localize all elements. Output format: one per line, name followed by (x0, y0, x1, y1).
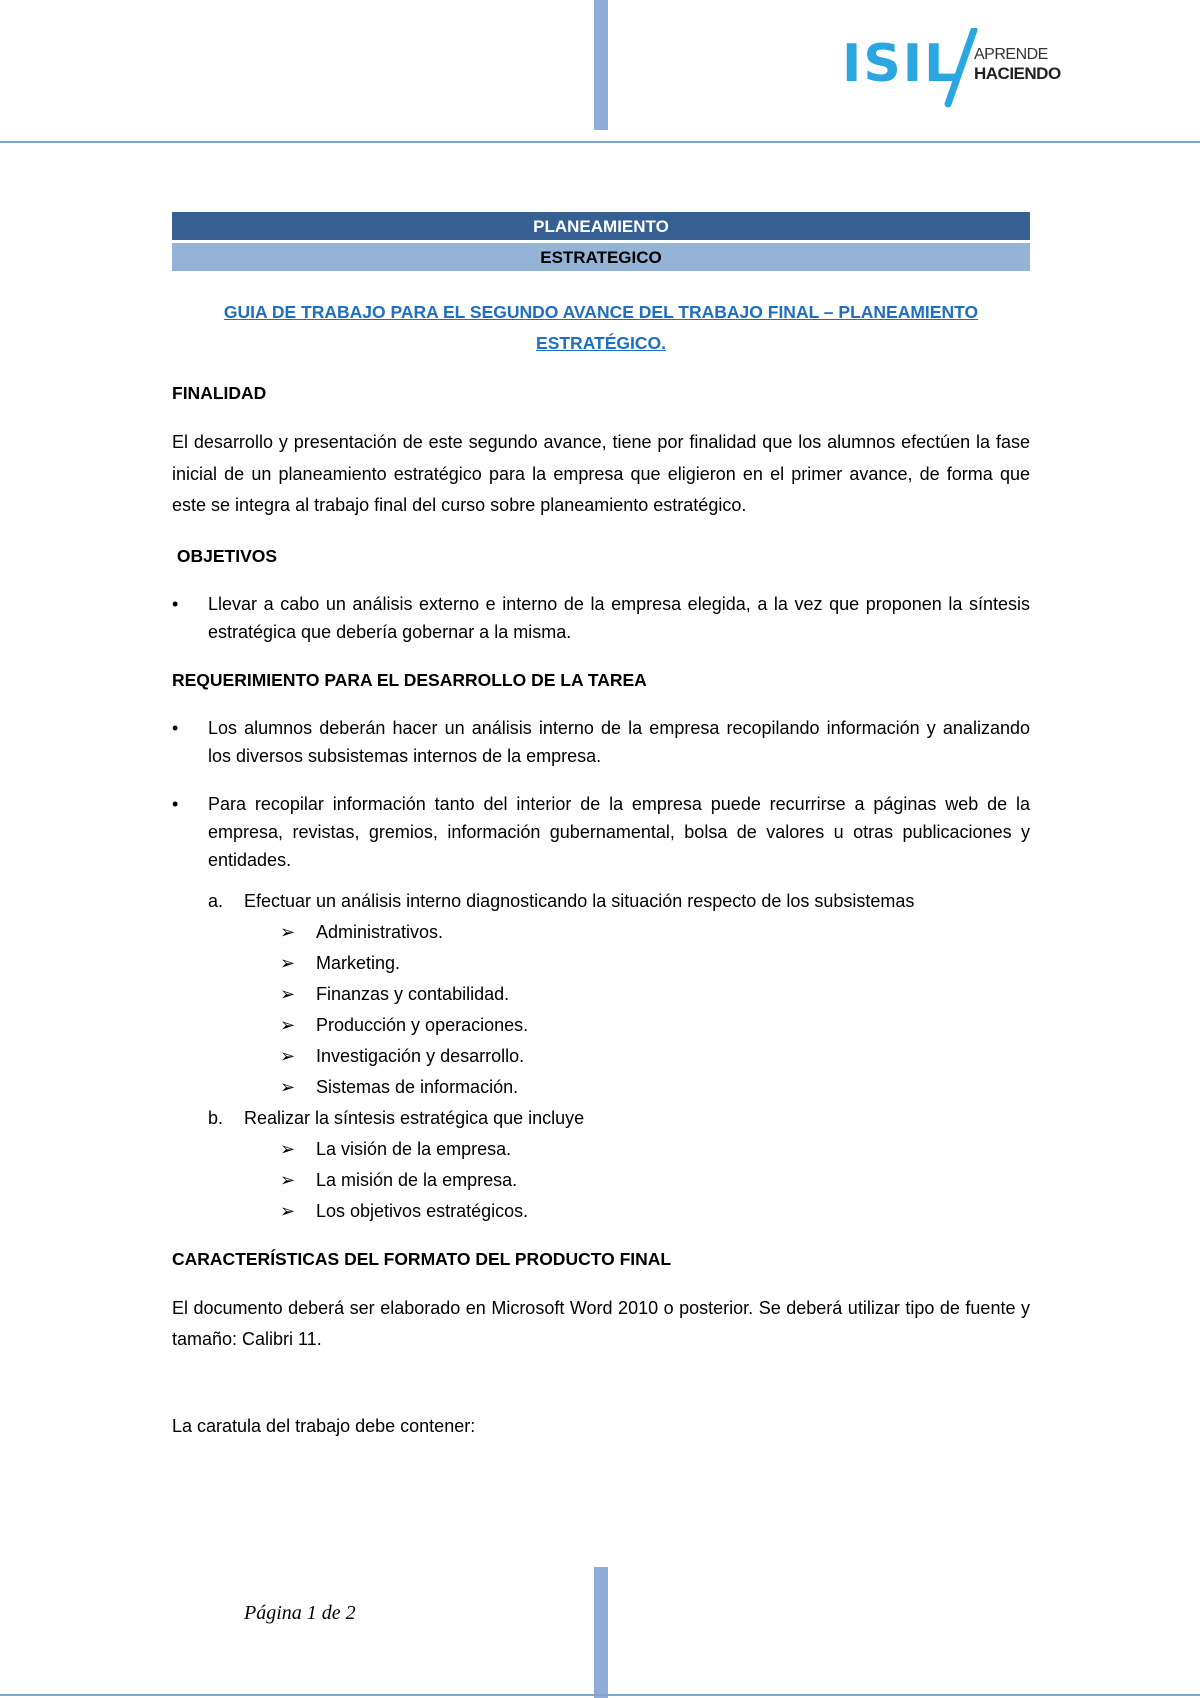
requerimiento-list (172, 714, 1030, 874)
sublist-a-label: a. (208, 890, 224, 911)
finalidad-section (172, 379, 1030, 522)
objetivos-section (172, 542, 1030, 646)
guide-title[interactable] (172, 297, 1030, 359)
isil-logo (842, 28, 1092, 108)
sublist-a-text: Efectuar un análisis interno diagnosticando la situación respecto de los subsistemas (244, 890, 915, 911)
bullet-icon: • (172, 593, 179, 614)
sublist-a (172, 886, 1030, 1103)
list-item-text: La misión de la empresa. (316, 1169, 518, 1190)
list-item (172, 979, 1030, 1010)
list-item (172, 1041, 1030, 1072)
arrow-bullet-icon: ➢ (280, 1138, 296, 1159)
logo-tagline-bottom: HACIENDO (974, 64, 1061, 83)
arrow-bullet-icon: ➢ (280, 1200, 296, 1221)
list-item-text: Finanzas y contabilidad. (316, 983, 510, 1004)
list-item (172, 1010, 1030, 1041)
list-item (172, 1072, 1030, 1103)
list-item (172, 917, 1030, 948)
arrow-bullet-icon: ➢ (280, 921, 296, 942)
arrow-bullet-icon: ➢ (280, 952, 296, 973)
caracteristicas-section (172, 1245, 1030, 1355)
requerimiento-heading: REQUERIMIENTO PARA EL DESARROLLO DE LA TAREA (172, 669, 647, 690)
caracteristicas-body: El documento deberá ser elaborado en Microsoft Word 2010 o posterior. Se deberá utilizar tipo de fuente y tamaño: Calibri 11. (172, 1297, 1030, 1349)
sublist-b-item (172, 1103, 1030, 1134)
footer-rule (0, 1694, 1200, 1696)
logo-tagline-top: APRENDE (974, 46, 1048, 63)
list-item-text: Para recopilar información tanto del interior de la empresa puede recurrirse a páginas web de la empresa, revistas, gremios, información gubernamental, bolsa de valores u otras publicaciones y entidades. (208, 793, 1030, 870)
page-number: Página 1 de 2 (244, 1602, 356, 1624)
title-band-primary: PLANEAMIENTO (172, 212, 1030, 240)
logo-brand: ISIL (842, 34, 960, 94)
caratula-text: La caratula del trabajo debe contener: (172, 1415, 476, 1436)
list-item (172, 1196, 1030, 1227)
list-item-text: Sistemas de información. (316, 1076, 519, 1097)
list-item (172, 590, 1030, 646)
sublist-a-arrows (172, 917, 1030, 1103)
sublist-b-text: Realizar la síntesis estratégica que incluye (244, 1107, 585, 1128)
header-rule (0, 141, 1200, 143)
sublist-b (172, 1103, 1030, 1227)
bullet-icon: • (172, 717, 179, 738)
list-item-text: La visión de la empresa. (316, 1138, 512, 1159)
objetivos-heading: OBJETIVOS (172, 545, 278, 566)
requerimiento-section (172, 666, 1030, 1227)
guide-title-line2[interactable]: ESTRATÉGICO. (536, 333, 666, 353)
list-item-text: Los alumnos deberán hacer un análisis interno de la empresa recopilando información y analizando los diversos subsistemas internos de la empresa. (208, 717, 1030, 766)
guide-title-line1[interactable]: GUIA DE TRABAJO PARA EL SEGUNDO AVANCE DEL TRABAJO FINAL – PLANEAMIENTO (223, 302, 979, 322)
arrow-bullet-icon: ➢ (280, 983, 296, 1004)
document-body (172, 212, 1030, 1442)
list-item (172, 1165, 1030, 1196)
logo-slash-icon (942, 28, 978, 108)
list-item (172, 790, 1030, 874)
arrow-bullet-icon: ➢ (280, 1045, 296, 1066)
sublist-a-item (172, 886, 1030, 917)
title-band-secondary: ESTRATEGICO (172, 243, 1030, 271)
caracteristicas-heading: CARACTERÍSTICAS DEL FORMATO DEL PRODUCTO FINAL (172, 1248, 672, 1269)
header-accent-bar (594, 0, 608, 130)
list-item (172, 1134, 1030, 1165)
sublist-b-arrows (172, 1134, 1030, 1227)
finalidad-heading: FINALIDAD (172, 383, 267, 403)
bullet-icon: • (172, 793, 179, 814)
objetivos-list (172, 590, 1030, 646)
arrow-bullet-icon: ➢ (280, 1014, 296, 1035)
list-item-text: Los objetivos estratégicos. (316, 1200, 529, 1221)
list-item (172, 948, 1030, 979)
sublist-b-label: b. (208, 1107, 224, 1128)
arrow-bullet-icon: ➢ (280, 1076, 296, 1097)
list-item-text: Producción y operaciones. (316, 1014, 529, 1035)
list-item-text: Llevar a cabo un análisis externo e interno de la empresa elegida, a la vez que proponen la síntesis estratégica que debería gobernar a la misma. (208, 593, 1030, 642)
list-item-text: Marketing. (316, 952, 401, 973)
list-item (172, 714, 1030, 770)
finalidad-body: El desarrollo y presentación de este segundo avance, tiene por finalidad que los alumnos efectúen la fase inicial de un planeamiento estratégico para la empresa que eligieron en el primer avance, de forma que este se integra al trabajo final del curso sobre planeamiento estratégico. (172, 432, 1030, 515)
list-item-text: Administrativos. (316, 921, 444, 942)
arrow-bullet-icon: ➢ (280, 1169, 296, 1190)
list-item-text: Investigación y desarrollo. (316, 1045, 525, 1066)
footer-accent-bar (594, 1567, 608, 1698)
